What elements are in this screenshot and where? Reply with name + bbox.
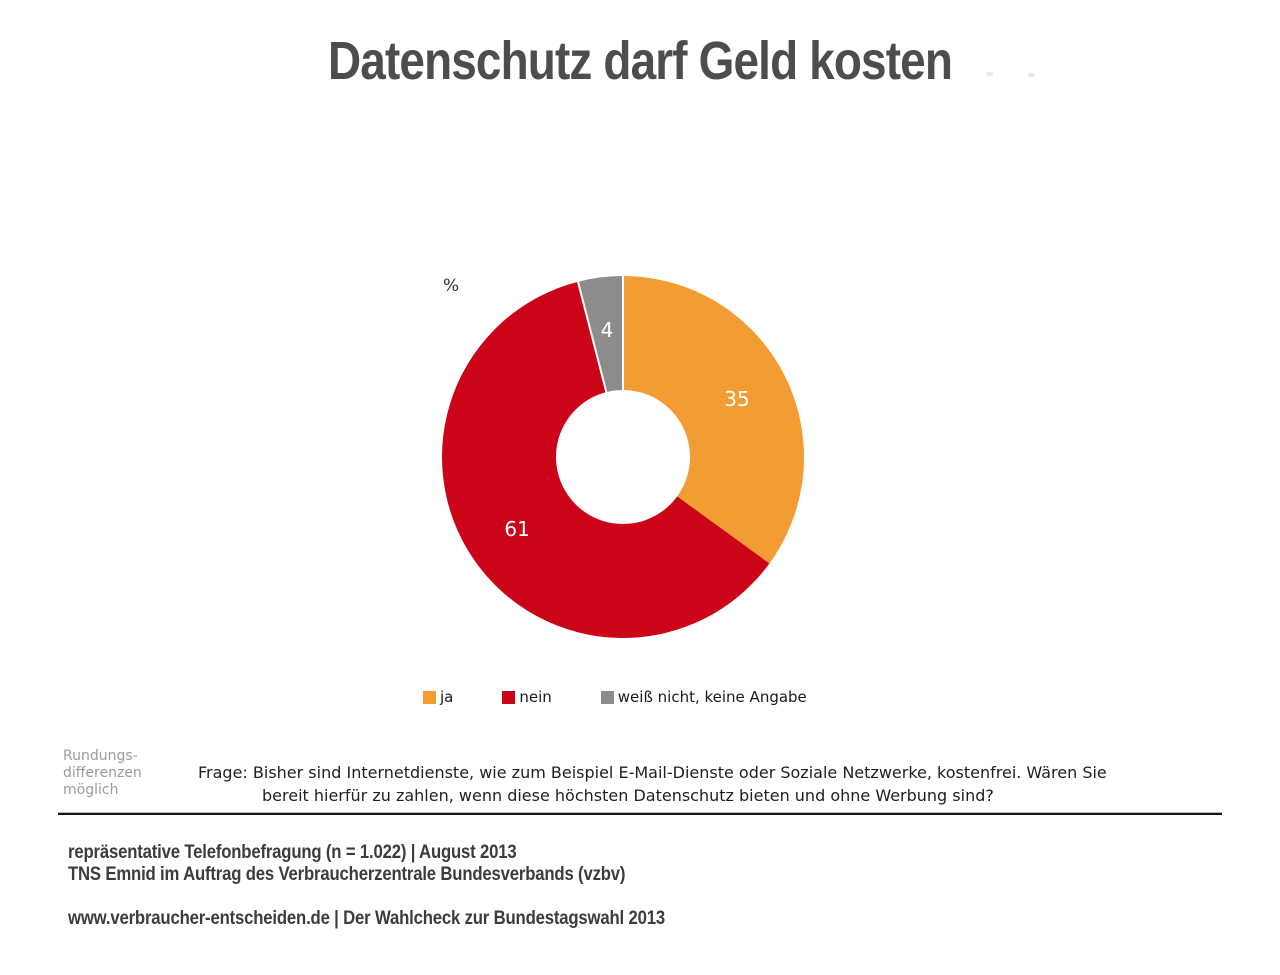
legend-item-weiss-nicht — [601, 688, 807, 706]
title-artifact-dot — [986, 72, 993, 76]
survey-question-line1: Frage: Bisher sind Internetdienste, wie zum Beispiel E-Mail-Dienste oder Soziale Netzwerke, kostenfrei. Wären Sie — [198, 763, 1107, 782]
legend-label-nein: nein — [519, 688, 552, 706]
chart-legend — [423, 688, 807, 706]
legend-label-ja: ja — [440, 688, 454, 706]
survey-question — [198, 761, 1107, 807]
legend-swatch-nein — [502, 691, 515, 704]
legend-swatch-weiss-nicht — [601, 691, 614, 704]
footer-source — [68, 842, 625, 886]
divider-line — [58, 812, 1222, 815]
donut-chart-svg — [423, 257, 823, 657]
legend-item-nein — [502, 688, 551, 706]
slice-value-label-nein: 61 — [504, 516, 530, 541]
donut-chart — [423, 257, 823, 657]
slice-value-label-ja: 35 — [724, 386, 750, 411]
legend-item-ja — [423, 688, 453, 706]
legend-label-weiss-nicht: weiß nicht, keine Angabe — [617, 688, 807, 706]
rounding-note-line: Rundungs- — [63, 748, 138, 764]
slice-value-label-wei-nicht-keine-angabe: 4 — [600, 318, 614, 342]
title-artifact-dot — [1028, 73, 1035, 77]
footer-website — [68, 908, 665, 930]
footer-agency-info: TNS Emnid im Auftrag des Verbraucherzentrale Bundesverbands (vzbv) — [68, 864, 626, 885]
page-title: Datenschutz darf Geld kosten — [327, 31, 953, 91]
legend-swatch-ja — [423, 691, 436, 704]
percent-unit-label: % — [443, 276, 460, 296]
survey-question-line2: bereit hierfür zu zahlen, wenn diese höchsten Datenschutz bieten und ohne Werbung sind? — [262, 786, 994, 805]
footer-survey-info: repräsentative Telefonbefragung (n = 1.022) | August 2013 — [68, 842, 517, 863]
rounding-note — [63, 748, 142, 799]
footer-website-line: www.verbraucher-entscheiden.de | Der Wahlcheck zur Bundestagswahl 2013 — [68, 908, 665, 929]
rounding-note-line: möglich — [63, 782, 119, 798]
rounding-note-line: differenzen — [63, 765, 142, 781]
